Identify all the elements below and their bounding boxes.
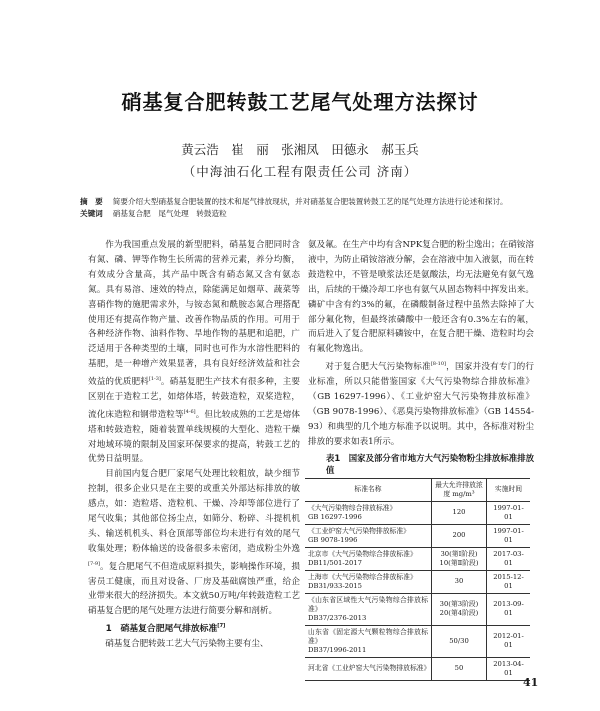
abstract-label: 摘 要 (80, 197, 103, 206)
table-row: 《大气污染物综合排放标准》 GB 16297-1996 120 1997-01-01 (305, 501, 530, 524)
authors: 黄云浩 崔 丽 张湘凤 田德永 郝玉兵 (181, 142, 419, 157)
table-caption: 表1 国家及部分省市地方大气污染物粉尘排放标准排放值 (326, 452, 534, 475)
keywords (80, 208, 540, 220)
table-row: 山东省《固定源大气颗粒物综合排放标准》 DB37/1996-2011 50/30 2012-01-01 (305, 625, 530, 657)
left-column (88, 238, 300, 652)
table-row: 北京市《大气污染物综合排放标准》 DB11/501-2017 30(第Ⅰ阶段) 10(第Ⅱ阶段) 2017-03-01 (305, 547, 530, 570)
table-row: 《工业炉窑大气污染物排放标准》 GB 9078-1996 200 1997-01-01 (305, 524, 530, 547)
paragraph: 作为我国重点发展的新型肥料，硝基复合肥同时含有氮、磷、钾等作物生长所需的营养元素，养分均衡，有效成分含量高，其产品中既含有硝态氮又含有氨态氮。具有易溶、速效的特点，除能满足如烟草、蔬菜等喜硝作物的施肥需求外，与铵态氮和酰胺态氮合理搭配使用还有提高作物产量、改善作物品质的作用。可用于各种经济作物、油料作物、旱地作物的基肥和追肥，广泛适用于各种类型的土壤，同时也可作为水溶性肥料的基肥，是一种增产效果显著，具有良好经济效益和社会效益的优质肥料[1-3]。硝基复肥生产技术有很多种，主要区别在于造粒工艺，如熔体塔，转鼓造粒，双桨造粒，流化床造粒和钢带造粒等[4-6]。但比较成熟的工艺是熔体塔和转鼓造粒，随着装置单线规模的大型化、造粒干燥对地域环境的限制及国家环保要求的提高，转鼓工艺的优势日益明显。 (88, 240, 300, 465)
abstract (80, 196, 540, 208)
emission-standards-table (305, 478, 530, 681)
table-row: 河北省《工业炉窑大气污染物排放标准》 50 2013-04-01 (305, 657, 530, 680)
keywords-label: 关键词 (80, 209, 103, 218)
paragraph: 硝基复合肥转鼓工艺大气污染物主要有尘、 (105, 639, 269, 650)
abstract-text: 简要介绍大型硝基复合肥装置的技术和尾气排放现状，并对硝基复合肥装置转鼓工艺的尾气处理方法进行论述和探讨。 (112, 197, 508, 206)
right-column (308, 238, 534, 681)
paper-title: 硝基复合肥转鼓工艺尾气处理方法探讨 (121, 90, 479, 114)
paragraph: 目前国内复合肥厂家尾气处理比较粗放，缺少细节控制，很多企业只是在主要的或重关外部达标排放的敏感点，如：造粒塔、造粒机、干燥、冷却等部位进行了尾气收集；其他部位扬尘点，如筛分、粉碎、斗提机机头、输送机机头、料仓顶部等部位均未进行有效的尾气收集处理；粉体输送的设备很多未密闭，造成粉尘外逸[7-9]。复合肥尾气不但造成原料损失，影响操作环境，损害员工健康，而且对设备、厂房及基础腐蚀严重，给企业带来很大的经济损失。本文就50万吨/年转鼓造粒工艺硝基复合肥的尾气处理方法进行简要分解和剖析。 (88, 469, 300, 617)
affiliation: （中海油石化工程有限责任公司 济南） (182, 164, 418, 179)
paragraph: 氨及氟。在生产中均有含NPK复合肥的粉尘逸出；在硝铵溶液中，为防止硝铵溶液分解，会在溶液中加入液氨，而在转鼓造粒中，不管是喷浆法还是氨酸法，均无法避免有氨气逸出，后续的干燥冷却工序也有氨气从固态物料中挥发出来。磷矿中含有约3%的氟，在磷酸制备过程中虽然去除掉了大部分氟化物，但最终浓磷酸中一般还含有0.3%左右的氟，而后进入了复合肥原料磷铵中，在复合肥干燥、造粒时均会有氟化物逸出。 (308, 240, 534, 355)
paragraph: 对于复合肥大气污染物标准[8-10]，国家并没有专门的行业标准，所以只能借鉴国家《大气污染物综合排放标准》（GB 16297-1996）、《工业炉窑大气污染物排放标准》（GB 9078-1996）、《恶臭污染物排放标准》（GB 14554-93）和典型的几个地方标准予以说明。其中，各标准对粉尘排放的要求如表1所示。 (308, 361, 534, 447)
keywords-text: 硝基复合肥 尾气处理 转鼓造粒 (112, 209, 227, 218)
table-row: 《山东省区域性大气污染物综合排放标准》 DB37/2376-2013 30(第3阶段) 20(第4阶段) 2013-09-01 (305, 593, 530, 625)
page-number: 41 (523, 676, 539, 689)
table-row: 上海市《大气污染物综合排放标准》 DB31/933-2015 30 2015-12-01 (305, 570, 530, 593)
abstract-block (80, 196, 540, 220)
section-heading: 1 硝基复合肥尾气排放标准[7] (105, 623, 226, 635)
table-header-row: 标准名称 最大允许排放浓度 mg/m³ 实施时间 (305, 478, 530, 501)
